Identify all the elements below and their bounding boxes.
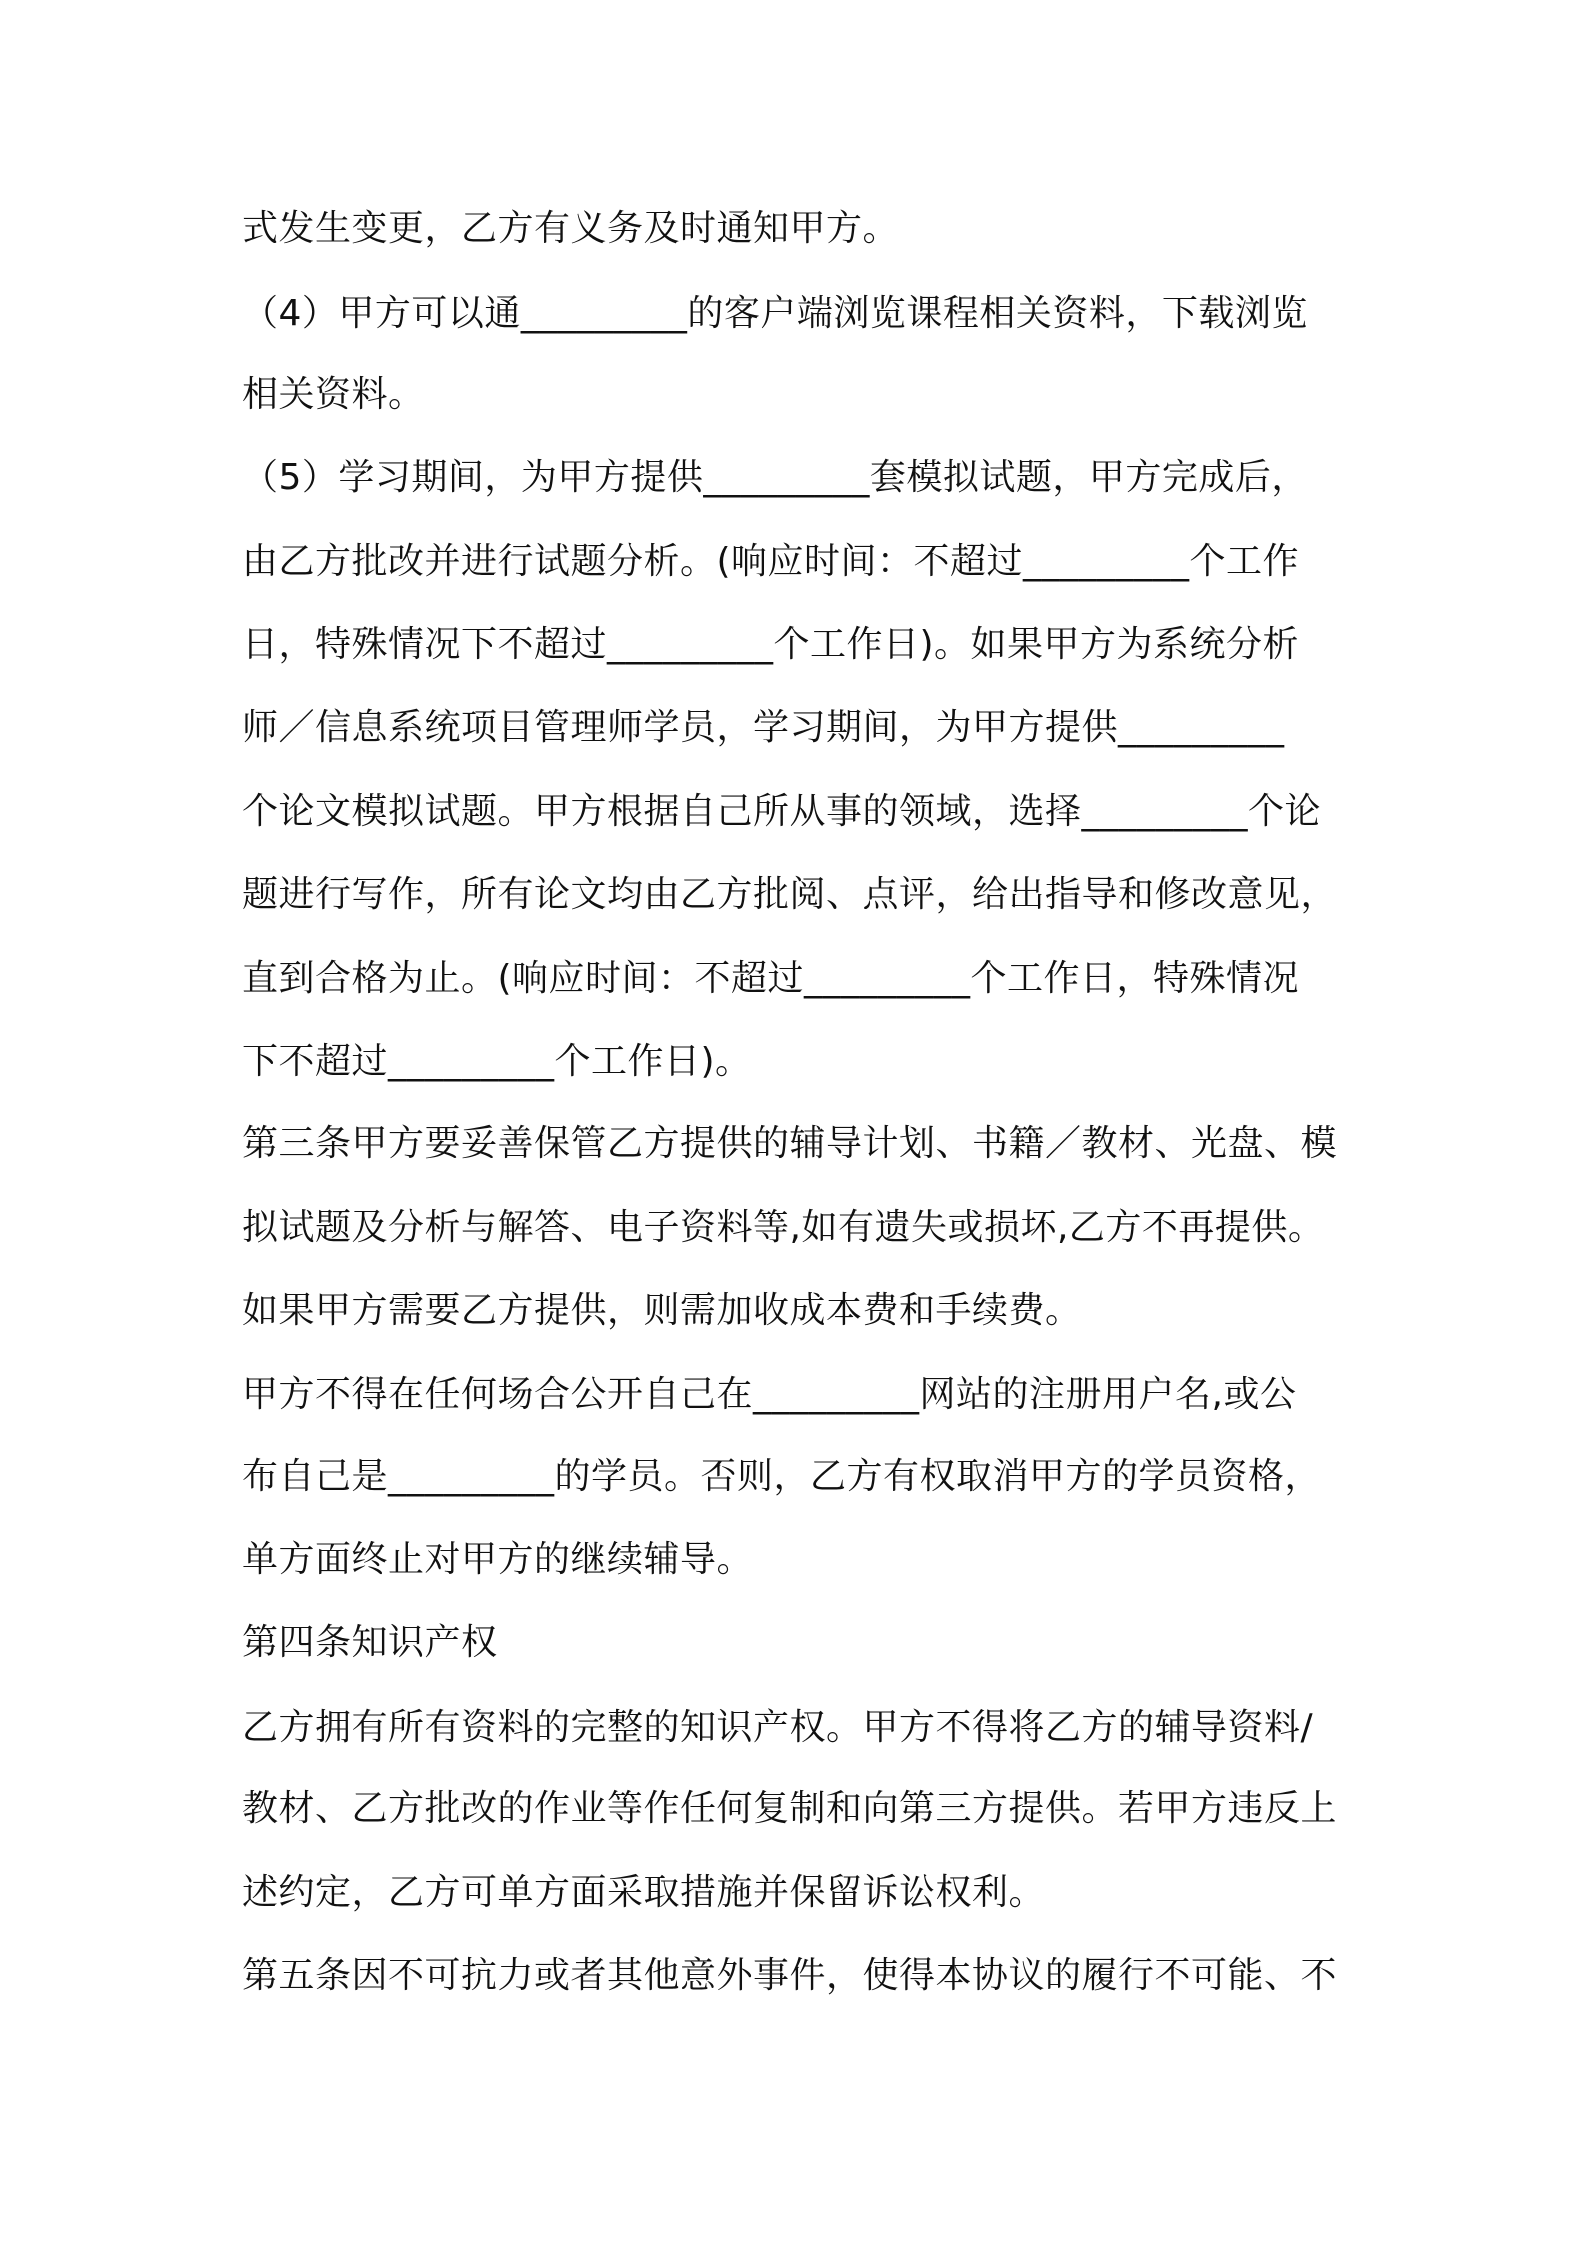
text-line: 个论文模拟试题。甲方根据自己所从事的领域，选择_________个论 [242, 791, 1322, 832]
text-line: 乙方拥有所有资料的完整的知识产权。甲方不得将乙方的辅导资料/ [242, 1707, 1314, 1748]
text-line: 日，特殊情况下不超过_________个工作日)。如果甲方为系统分析 [242, 624, 1300, 665]
text-line: 如果甲方需要乙方提供，则需加收成本费和手续费。 [242, 1290, 1082, 1331]
text-line: 教材、乙方批改的作业等作任何复制和向第三方提供。若甲方违反上 [242, 1788, 1338, 1829]
text-line: 由乙方批改并进行试题分析。(响应时间：不超过_________个工作 [242, 541, 1300, 582]
text-line: （4）甲方可以通_________的客户端浏览课程相关资料，下载浏览 [242, 293, 1308, 334]
text-line: 拟试题及分析与解答、电子资料等,如有遗失或损坏,乙方不再提供。 [242, 1207, 1325, 1248]
text-line: 式发生变更，乙方有义务及时通知甲方。 [242, 208, 900, 249]
text-line: 下不超过_________个工作日)。 [242, 1041, 752, 1082]
text-line: 第三条甲方要妥善保管乙方提供的辅导计划、书籍／教材、光盘、模 [242, 1123, 1338, 1164]
text-line: 师／信息系统项目管理师学员，学习期间，为甲方提供_________ [242, 707, 1285, 748]
text-line: 直到合格为止。(响应时间：不超过_________个工作日，特殊情况 [242, 958, 1300, 999]
text-line: 相关资料。 [242, 374, 425, 415]
text-line: 布自己是_________的学员。否则，乙方有权取消甲方的学员资格， [242, 1456, 1322, 1497]
text-line: （5）学习期间，为甲方提供_________套模拟试题，甲方完成后， [242, 457, 1308, 498]
text-line: 甲方不得在任何场合公开自己在_________网站的注册用户名,或公 [242, 1374, 1297, 1415]
text-line: 述约定，乙方可单方面采取措施并保留诉讼权利。 [242, 1872, 1046, 1913]
text-line: 题进行写作，所有论文均由乙方批阅、点评，给出指导和修改意见， [242, 874, 1338, 915]
section-heading: 第四条知识产权 [242, 1622, 498, 1663]
text-line: 单方面终止对甲方的继续辅导。 [242, 1539, 754, 1580]
text-line: 第五条因不可抗力或者其他意外事件，使得本协议的履行不可能、不 [242, 1955, 1338, 1996]
